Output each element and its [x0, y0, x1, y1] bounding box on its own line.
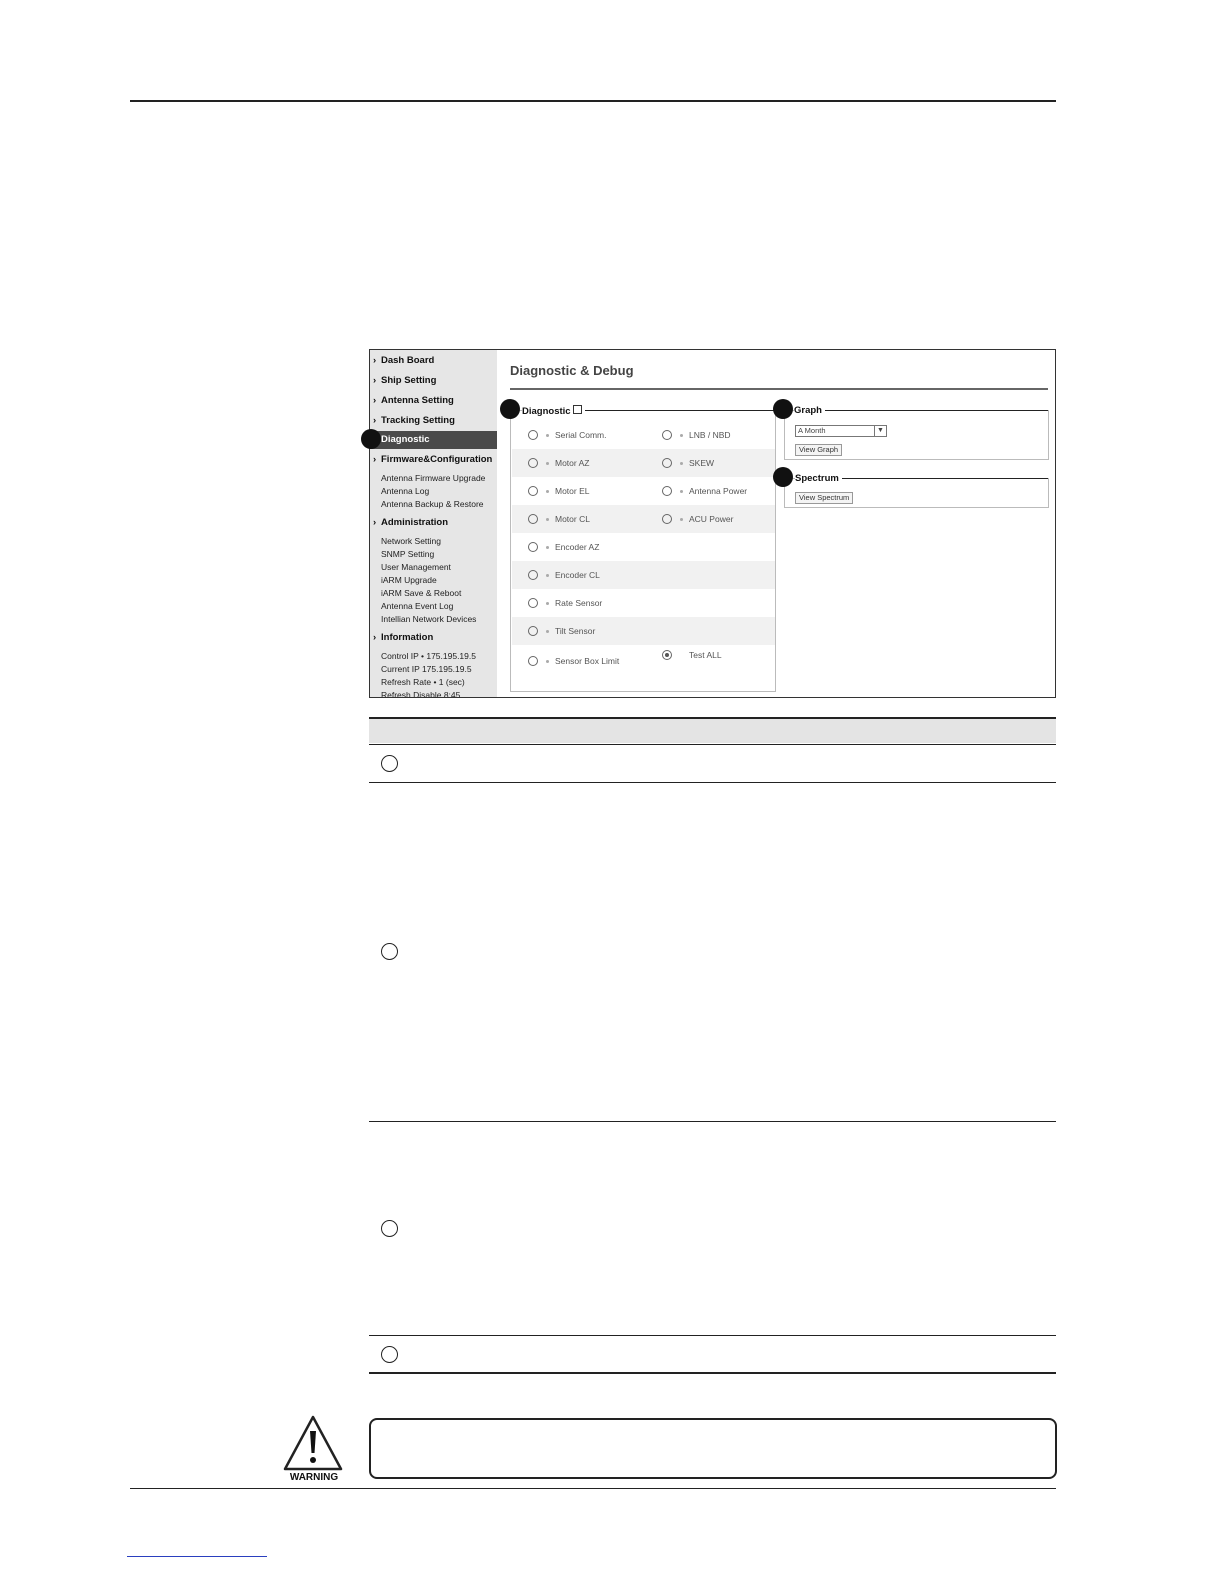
radio-motor-az[interactable]: Motor AZ [528, 458, 589, 468]
sidebar-item-information[interactable]: › Information [373, 632, 434, 643]
table-rule [369, 1121, 1056, 1122]
radio-button[interactable] [528, 486, 538, 496]
legend-rule [838, 478, 1048, 479]
chevron-right-icon: › [373, 395, 377, 406]
radio-rate-sensor[interactable]: Rate Sensor [528, 598, 602, 608]
diag-row [512, 617, 775, 645]
callout-marker [773, 467, 793, 487]
chevron-right-icon: › [373, 375, 377, 386]
radio-button[interactable] [662, 486, 672, 496]
callout-marker [500, 399, 520, 419]
sidebar-item-ship-setting[interactable]: › Ship Setting [373, 375, 437, 386]
sidebar-subitem-antenna-log[interactable]: Antenna Log [381, 486, 430, 496]
table-bottom-rule [369, 1372, 1056, 1374]
table-rule [369, 744, 1056, 745]
chevron-right-icon: › [373, 415, 377, 426]
radio-antenna-power[interactable]: Antenna Power [662, 486, 747, 496]
status-dot [546, 574, 549, 577]
view-spectrum-button[interactable]: View Spectrum [795, 492, 853, 504]
diag-row [512, 589, 775, 617]
diag-row [512, 645, 775, 673]
footer-link-underline [127, 1556, 267, 1557]
spectrum-legend: Spectrum [795, 473, 842, 484]
sidebar-subitem-user-management[interactable]: User Management [381, 562, 451, 572]
diag-row [512, 505, 775, 533]
status-dot [680, 462, 683, 465]
sidebar-item-diagnostic[interactable]: Diagnostic [370, 431, 497, 449]
radio-button[interactable] [662, 430, 672, 440]
chevron-down-icon: ▼ [874, 426, 886, 436]
callout-number-ring [381, 1346, 398, 1363]
sidebar-item-antenna-setting[interactable]: › Antenna Setting [373, 395, 454, 406]
radio-button[interactable] [528, 430, 538, 440]
radio-button[interactable] [528, 514, 538, 524]
sidebar-subitem-snmp-setting[interactable]: SNMP Setting [381, 549, 435, 559]
status-dot [546, 490, 549, 493]
radio-lnb-nbd[interactable]: LNB / NBD [662, 430, 731, 440]
status-dot [546, 546, 549, 549]
diag-row [512, 421, 775, 449]
diag-row [512, 449, 775, 477]
info-current-ip: Current IP 175.195.19.5 [381, 664, 472, 674]
graph-period-select[interactable]: A Month ▼ [795, 425, 887, 437]
info-refresh-rate: Refresh Rate • 1 (sec) [381, 677, 465, 687]
table-rule [369, 1335, 1056, 1336]
sidebar-subitem-intellian-network-devices[interactable]: Intellian Network Devices [381, 614, 477, 624]
warning-label: WARNING [289, 1472, 339, 1483]
view-graph-button[interactable]: View Graph [795, 444, 842, 456]
sidebar-item-administration[interactable]: › Administration [373, 517, 449, 528]
radio-button[interactable] [528, 598, 538, 608]
page-title: Diagnostic & Debug [510, 363, 634, 378]
radio-button[interactable] [662, 514, 672, 524]
sidebar-subitem-antenna-firmware-upgrade[interactable]: Antenna Firmware Upgrade [381, 473, 486, 483]
title-rule [510, 388, 1048, 390]
callout-marker [361, 429, 381, 449]
radio-button[interactable] [528, 656, 538, 666]
sidebar-subitem-iarm-save-reboot[interactable]: iARM Save & Reboot [381, 588, 462, 598]
chevron-right-icon: › [373, 517, 377, 528]
info-refresh-disable: Refresh Disable 8:45 [381, 690, 461, 698]
radio-button[interactable] [528, 458, 538, 468]
status-dot [546, 630, 549, 633]
radio-test-all[interactable]: Test ALL [662, 650, 722, 660]
table-rule [369, 782, 1056, 783]
legend-rule [820, 410, 1048, 411]
warning-icon [283, 1415, 343, 1471]
callout-number-ring [381, 943, 398, 960]
radio-motor-el[interactable]: Motor EL [528, 486, 590, 496]
status-dot [546, 602, 549, 605]
sidebar-item-dash-board[interactable]: › Dash Board [373, 355, 435, 366]
radio-button[interactable] [662, 458, 672, 468]
radio-acu-power[interactable]: ACU Power [662, 514, 733, 524]
sidebar-subitem-iarm-upgrade[interactable]: iARM Upgrade [381, 575, 437, 585]
status-dot [546, 462, 549, 465]
diagnostic-checkbox[interactable] [573, 405, 582, 414]
diagnostic-legend: Diagnostic [522, 405, 585, 417]
info-control-ip: Control IP • 175.195.19.5 [381, 651, 476, 661]
radio-motor-cl[interactable]: Motor CL [528, 514, 590, 524]
diagnostic-screenshot [369, 349, 1056, 698]
status-dot [680, 490, 683, 493]
status-dot [546, 434, 549, 437]
chevron-right-icon: › [373, 355, 377, 366]
sidebar-item-firmware-configuration[interactable]: › Firmware&Configuration [373, 454, 493, 465]
graph-legend: Graph [794, 405, 825, 416]
radio-skew[interactable]: SKEW [662, 458, 714, 468]
table-header [369, 719, 1056, 743]
diagnostic-panel [510, 410, 776, 692]
radio-serial-comm[interactable]: Serial Comm. [528, 430, 606, 440]
radio-encoder-az[interactable]: Encoder AZ [528, 542, 599, 552]
radio-button[interactable] [528, 626, 538, 636]
radio-encoder-cl[interactable]: Encoder CL [528, 570, 600, 580]
radio-button[interactable] [528, 542, 538, 552]
status-dot [680, 518, 683, 521]
diag-row [512, 561, 775, 589]
status-dot [680, 434, 683, 437]
sidebar-item-tracking-setting[interactable]: › Tracking Setting [373, 415, 455, 426]
footer-rule [130, 1488, 1056, 1489]
callout-number-ring [381, 1220, 398, 1237]
radio-sensor-box-limit[interactable]: Sensor Box Limit [528, 656, 619, 666]
graph-panel [784, 410, 1049, 460]
radio-tilt-sensor[interactable]: Tilt Sensor [528, 626, 595, 636]
warning-box [369, 1418, 1057, 1479]
header-rule [130, 100, 1056, 102]
sidebar [370, 350, 497, 697]
diag-row [512, 477, 775, 505]
status-dot [546, 660, 549, 663]
legend-rule [580, 410, 775, 411]
chevron-right-icon: › [373, 632, 377, 643]
chevron-right-icon: › [373, 454, 377, 465]
radio-button-selected[interactable] [662, 650, 672, 660]
sidebar-subitem-antenna-backup-restore[interactable]: Antenna Backup & Restore [381, 499, 484, 509]
sidebar-subitem-network-setting[interactable]: Network Setting [381, 536, 441, 546]
callout-number-ring [381, 755, 398, 772]
sidebar-subitem-antenna-event-log[interactable]: Antenna Event Log [381, 601, 454, 611]
radio-button[interactable] [528, 570, 538, 580]
diag-row [512, 533, 775, 561]
callout-marker [773, 399, 793, 419]
status-dot [546, 518, 549, 521]
